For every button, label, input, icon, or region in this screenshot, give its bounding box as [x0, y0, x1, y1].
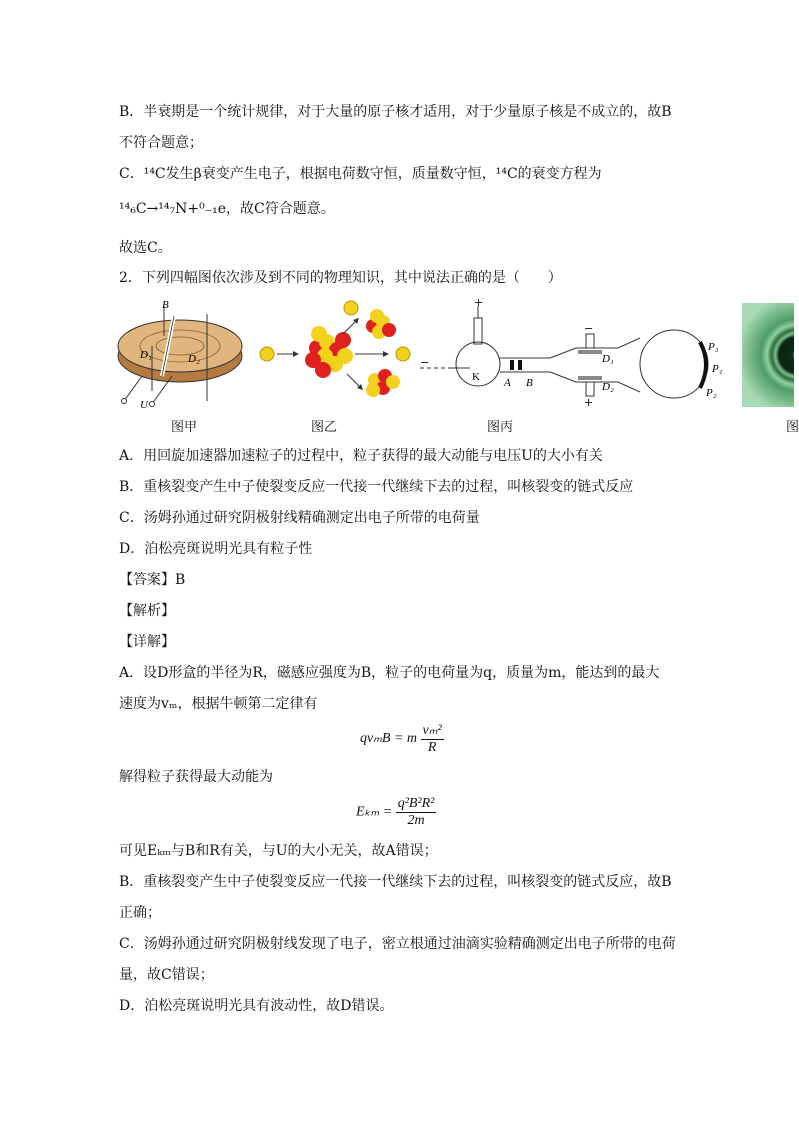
option-b: B．重核裂变产生中子使裂变反应一代接一代继续下去的过程，叫核裂变的链式反应 [119, 479, 634, 495]
fragment-nucleus [366, 309, 396, 339]
fig3-label-k: K [472, 371, 480, 383]
fig3-label-minus1: − [420, 356, 430, 369]
chain-reaction-figure [255, 296, 415, 406]
fig3-label-p3: P₃ [708, 341, 719, 353]
detail-d-line: D．泊松亮斑说明光具有波动性，故D错误。 [119, 998, 394, 1014]
fig1-label-d2: D₂ [188, 353, 200, 365]
answer-label: 【答案】B [119, 572, 186, 588]
option-c: C．汤姆孙通过研究阴极射线精确测定出电子所带的电荷量 [119, 510, 480, 526]
equation-numerator: q²B²R² [397, 796, 435, 811]
fragment-nucleus [366, 369, 400, 397]
fig1-label-b: B [162, 299, 169, 311]
fig3-label-p2: P₂ [706, 387, 717, 399]
detail-b-line: 正确； [119, 905, 161, 921]
option-a: A．用回旋加速器加速粒子的过程中，粒子获得的最大动能与电压U的大小有关 [119, 448, 603, 464]
text-line: B．半衰期是一个统计规律，对于大量的原子核才适用，对于少量原子核是不成立的，故B [119, 104, 672, 120]
equation-newton [360, 722, 444, 756]
uranium-nucleus [305, 326, 353, 378]
equation-kinetic-energy [356, 796, 436, 829]
detail-a-line: 可见Eₖₘ与B和R有关，与U的大小无关，故A错误； [119, 843, 438, 859]
fig3-label-b: B [526, 377, 533, 389]
fig3-label-p1: P₁ [712, 363, 723, 375]
fig3-label-a: A [504, 377, 511, 389]
fig3-label-plus1: + [474, 296, 484, 309]
figure-caption: 图乙 [311, 420, 338, 435]
fig1-label-d1: D₁ [140, 349, 152, 361]
text-line: C．¹⁴C发生β衰变产生电子，根据电荷数守恒，质量数守恒，¹⁴C的衰变方程为 [119, 166, 602, 182]
text-line: 不符合题意； [119, 135, 203, 151]
fig3-label-d1: D₁ [602, 353, 614, 365]
decay-equation: ¹⁴₆C→¹⁴₇N+⁰₋₁e，故C符合题意。 [119, 201, 335, 217]
detail-b-line: B．重核裂变产生中子使裂变反应一代接一代继续下去的过程，叫核裂变的链式反应，故B [119, 874, 672, 890]
detail-label: 【详解】 [119, 634, 175, 650]
text-line: 故选C。 [119, 240, 172, 256]
cyclotron-figure [112, 296, 257, 411]
fig3-label-plus2: + [584, 396, 594, 409]
detail-a-line: 解得粒子获得最大动能为 [119, 769, 273, 785]
analysis-label: 【解析】 [119, 603, 175, 619]
detail-c-line: C．汤姆孙通过研究阴极射线发现了电子，密立根通过油滴实验精确测定出电子所带的电荷 [119, 936, 676, 952]
option-d: D．泊松亮斑说明光具有粒子性 [119, 541, 313, 557]
fig3-label-minus2: − [584, 322, 594, 335]
poisson-spot-figure [742, 303, 794, 407]
equation-denominator: 2m [407, 813, 425, 828]
figure-caption: 图丙 [487, 420, 514, 435]
equation-lhs: Eₖₘ = [356, 804, 393, 820]
detail-a-line: A．设D形盒的半径为R，磁感应强度为B，粒子的电荷量为q，质量为m，能达到的最大 [119, 665, 660, 681]
fig1-label-u: U [140, 399, 148, 411]
fig3-label-d2: D₂ [602, 381, 614, 393]
equation-lhs: qvₘB = m [360, 731, 418, 747]
equation-denominator: R [427, 740, 437, 755]
detail-c-line: 量，故C错误； [119, 967, 214, 983]
figure-caption: 图 [786, 420, 799, 435]
detail-a-line: 速度为vₘ，根据牛顿第二定律有 [119, 696, 318, 712]
cathode-ray-tube-figure [418, 298, 730, 410]
equation-numerator: vₘ² [422, 723, 442, 738]
question-stem: 2．下列四幅图依次涉及到不同的物理知识，其中说法正确的是（ ） [119, 270, 562, 286]
figure-caption: 图甲 [171, 420, 198, 435]
